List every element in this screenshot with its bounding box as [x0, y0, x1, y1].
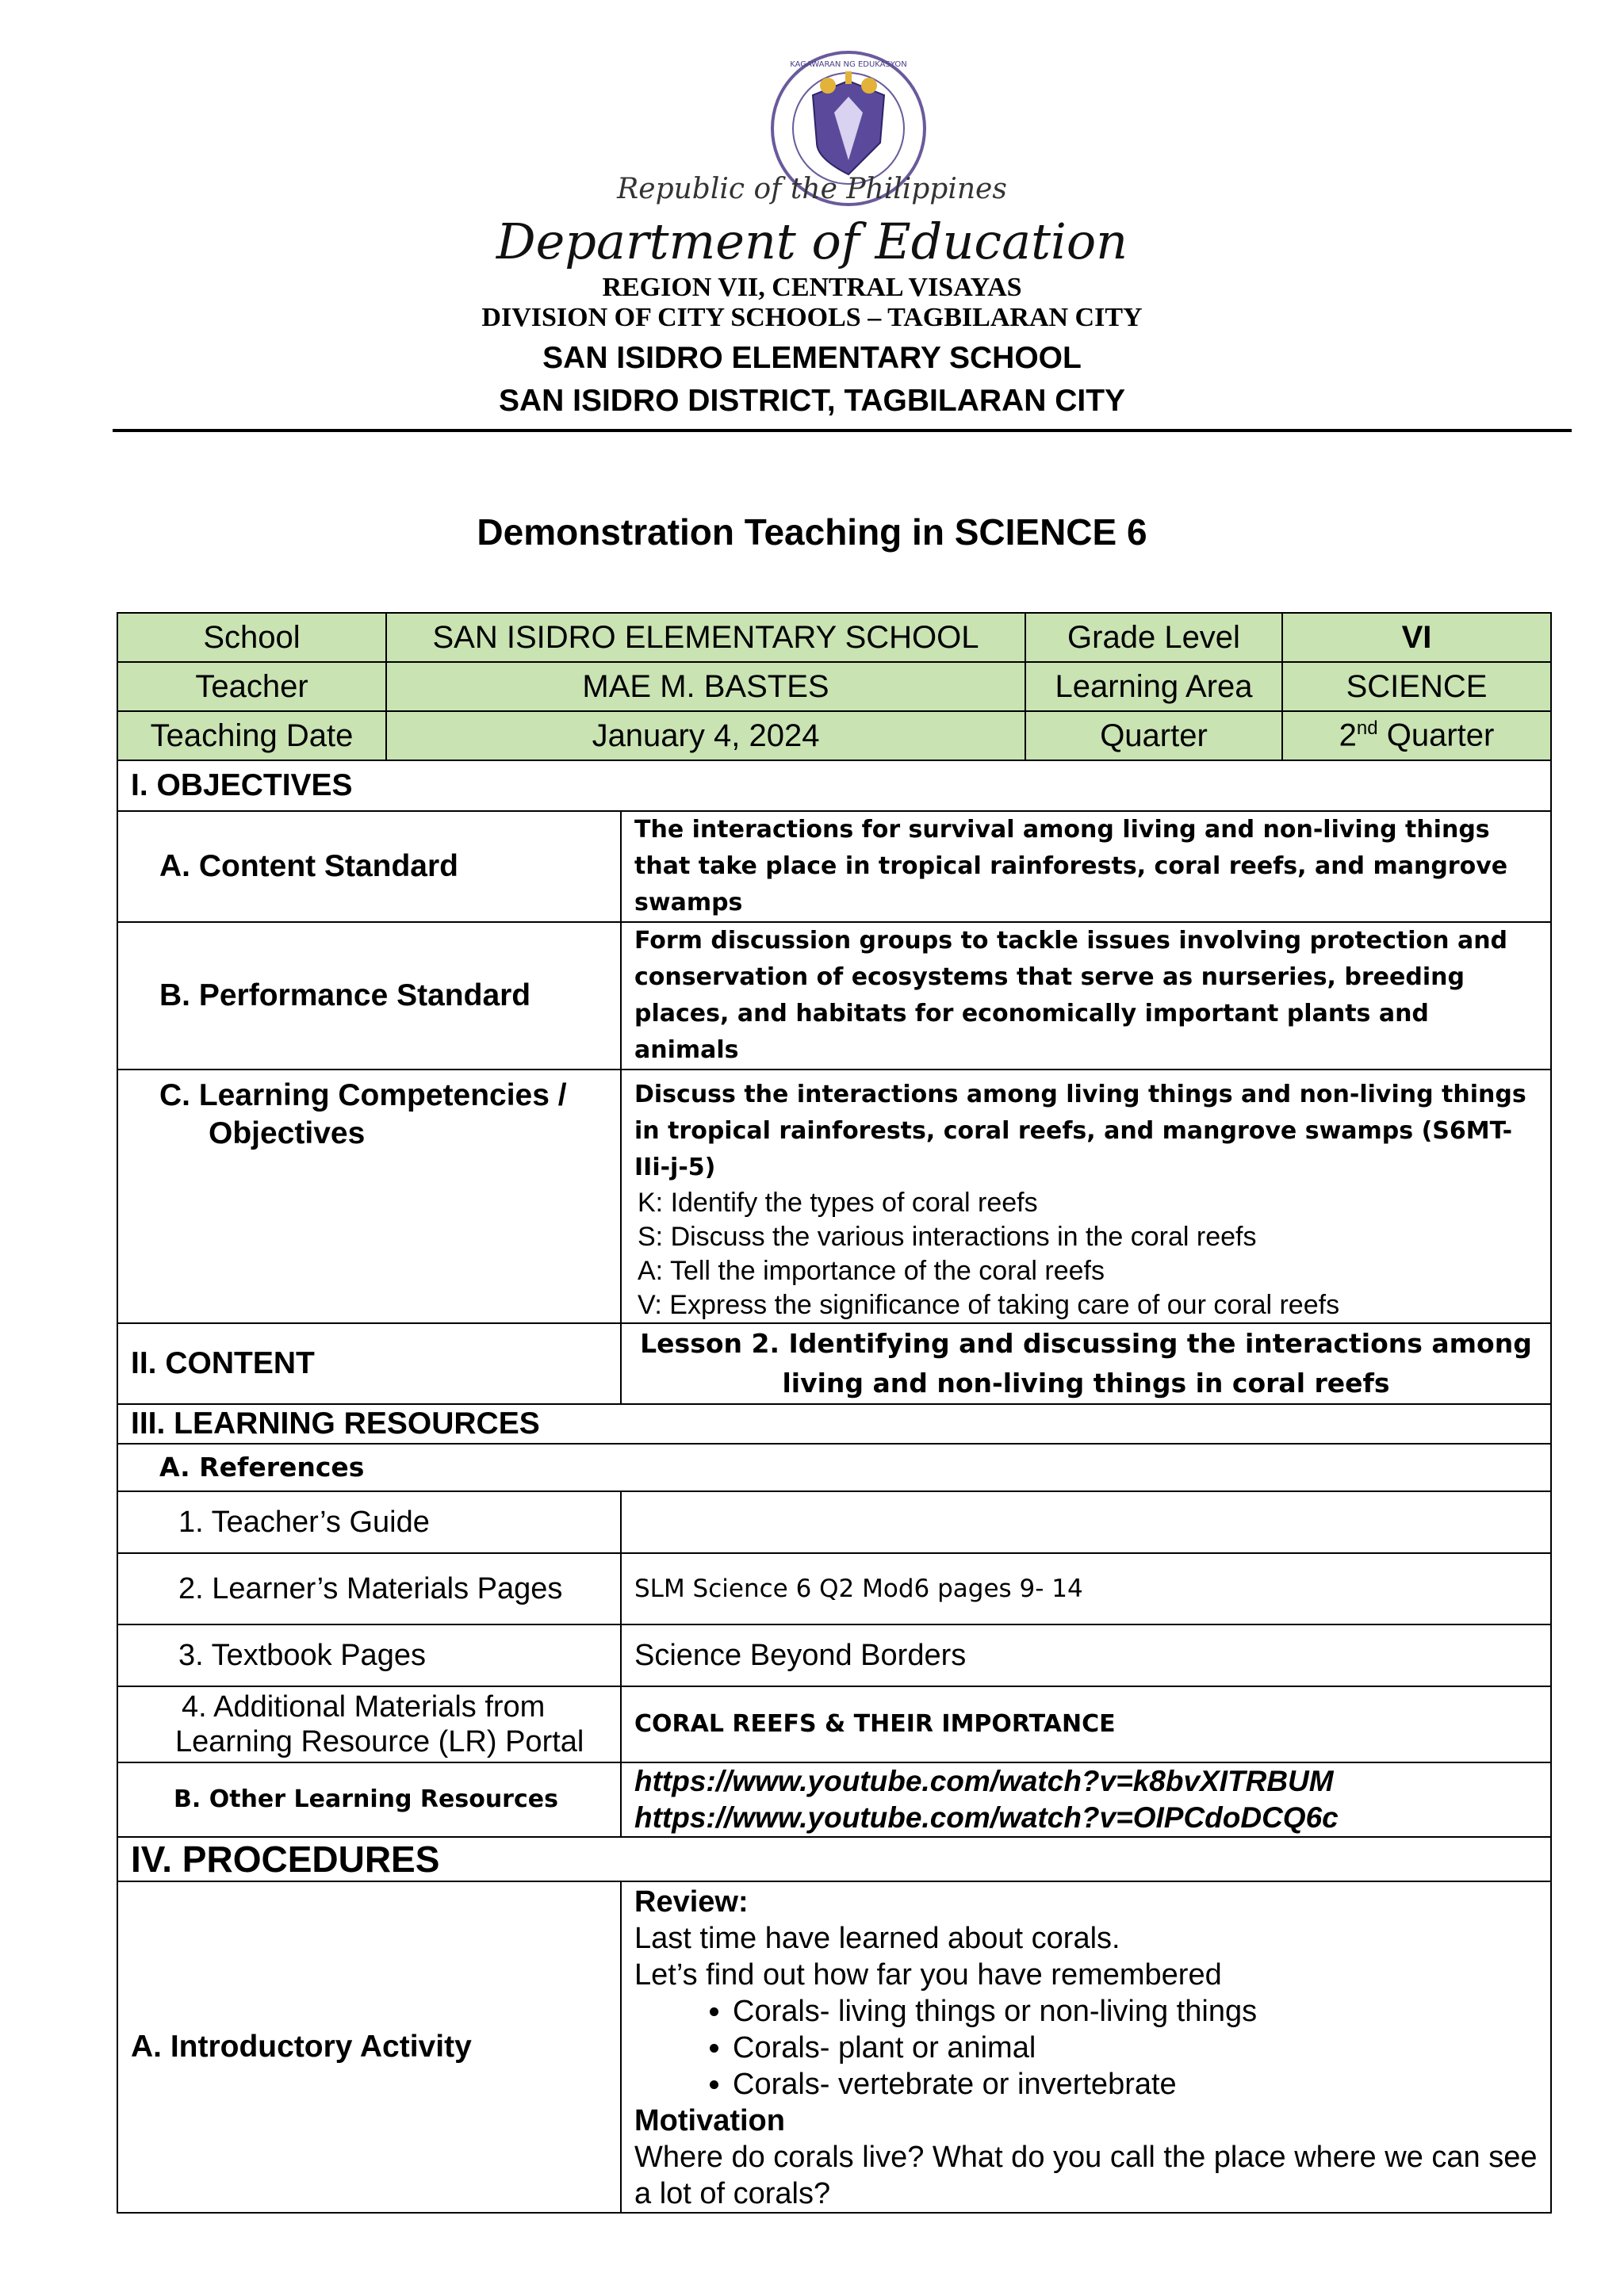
grade-level-label: Grade Level [1025, 613, 1282, 662]
content-standard-value: The interactions for survival among living and non-living things that take place in tropical rainforests, coral reefs, and mangrove swamps [621, 811, 1551, 922]
additional-materials-label [117, 1686, 621, 1762]
other-resources-label: B. Other Learning Resources [117, 1762, 621, 1837]
objective-a: A: Tell the importance of the coral reefs [638, 1256, 1105, 1286]
district-line: SAN ISIDRO DISTRICT, TAGBILARAN CITY [498, 384, 1126, 418]
division-line: DIVISION OF CITY SCHOOLS – TAGBILARAN CITY [481, 303, 1143, 332]
quarter-label: Quarter [1025, 711, 1282, 760]
content-standard-row [117, 811, 1551, 922]
objectives-heading-row [117, 760, 1551, 811]
motivation-text: Where do corals live? What do you call the place where we can see a lot of corals? [634, 2141, 1538, 2210]
competencies-value [621, 1070, 1551, 1323]
video-link-1[interactable]: https://www.youtube.com/watch?v=k8bvXITRBUM [634, 1765, 1334, 1797]
teachers-guide-value [621, 1491, 1551, 1553]
school-label: School [117, 613, 386, 662]
objectives-heading: I. OBJECTIVES [117, 760, 1551, 811]
objective-k: K: Identify the types of coral reefs [638, 1188, 1038, 1218]
quarter-number: 2 [1339, 718, 1357, 753]
performance-standard-label: B. Performance Standard [117, 922, 621, 1070]
competencies-label-line-1: C. Learning Competencies / [159, 1078, 567, 1112]
resources-heading: III. LEARNING RESOURCES [117, 1404, 1551, 1444]
school-name: SAN ISIDRO ELEMENTARY SCHOOL [542, 341, 1082, 375]
resources-heading-row [117, 1404, 1551, 1444]
seal-lettering: KAGAWARAN NG EDUKASYON [790, 60, 907, 69]
competencies-label-line-2: Objectives [209, 1116, 366, 1150]
other-resources-row [117, 1762, 1551, 1837]
additional-materials-label-line-1: 4. Additional Materials from [182, 1690, 546, 1724]
teacher-label: Teacher [117, 662, 386, 711]
info-row-teacher [117, 662, 1551, 711]
learners-materials-row [117, 1553, 1551, 1624]
teaching-date-value: January 4, 2024 [386, 711, 1025, 760]
additional-materials-row [117, 1686, 1551, 1762]
content-standard-label: A. Content Standard [117, 811, 621, 922]
objective-s: S: Discuss the various interactions in the coral reefs [638, 1222, 1257, 1252]
competencies-row [117, 1070, 1551, 1323]
teaching-date-label: Teaching Date [117, 711, 386, 760]
info-row-school [117, 613, 1551, 662]
learners-materials-value: SLM Science 6 Q2 Mod6 pages 9- 14 [621, 1553, 1551, 1624]
review-heading: Review: [634, 1885, 749, 1919]
procedures-heading: IV. PROCEDURES [117, 1837, 1551, 1881]
header-divider [113, 429, 1572, 432]
teachers-guide-row [117, 1491, 1551, 1553]
review-line-2: Let’s find out how far you have remembered [634, 1958, 1222, 1992]
additional-materials-label-line-2: Learning Resource (LR) Portal [175, 1725, 584, 1758]
quarter-suffix: nd [1356, 718, 1378, 740]
teacher-value: MAE M. BASTES [386, 662, 1025, 711]
grade-level-value: VI [1282, 613, 1551, 662]
school-value: SAN ISIDRO ELEMENTARY SCHOOL [386, 613, 1025, 662]
quarter-word: Quarter [1377, 718, 1495, 753]
content-heading: II. CONTENT [117, 1323, 621, 1404]
quarter-value [1282, 711, 1551, 760]
learners-materials-label: 2. Learner’s Materials Pages [117, 1553, 621, 1624]
lesson-plan-table [117, 612, 1552, 2214]
review-bullet: • Corals- vertebrate or invertebrate [733, 2066, 1538, 2103]
performance-standard-value: Form discussion groups to tackle issues involving protection and conservation of ecosystems that serve as nurseries, breeding places, and habitats for economically important plants and animals [621, 922, 1551, 1070]
learning-area-label: Learning Area [1025, 662, 1282, 711]
additional-materials-value: CORAL REEFS & THEIR IMPORTANCE [621, 1686, 1551, 1762]
department-name: Department of Education [496, 212, 1128, 270]
content-row [117, 1323, 1551, 1404]
learning-area-value: SCIENCE [1282, 662, 1551, 711]
document-title: Demonstration Teaching in SCIENCE 6 [477, 511, 1147, 553]
introductory-activity-label: A. Introductory Activity [117, 1881, 621, 2213]
procedures-heading-row [117, 1837, 1551, 1881]
lesson-title: Lesson 2. Identifying and discussing the interactions among living and non-living things in coral reefs [621, 1323, 1551, 1404]
review-line-1: Last time have learned about corals. [634, 1922, 1120, 1955]
teachers-guide-label: 1. Teacher’s Guide [117, 1491, 621, 1553]
motivation-heading: Motivation [634, 2104, 785, 2137]
textbook-row [117, 1624, 1551, 1686]
introductory-activity-content [621, 1881, 1551, 2213]
textbook-label: 3. Textbook Pages [117, 1624, 621, 1686]
republic-line: Republic of the Philippines [617, 173, 1007, 205]
info-row-date [117, 711, 1551, 760]
video-link-2[interactable]: https://www.youtube.com/watch?v=OIPCdoDCQ6c [634, 1801, 1339, 1834]
review-bullet: • Corals- plant or animal [733, 2030, 1538, 2066]
introductory-activity-row [117, 1881, 1551, 2213]
objective-v: V: Express the significance of taking care of our coral reefs [638, 1290, 1340, 1320]
review-bullet: • Corals- living things or non-living things [733, 1993, 1538, 2030]
references-label: A. References [117, 1444, 1551, 1491]
performance-standard-row [117, 922, 1551, 1070]
other-resources-links [621, 1762, 1551, 1837]
review-bullets [634, 1993, 1538, 2103]
references-row [117, 1444, 1551, 1491]
region-line: REGION VII, CENTRAL VISAYAS [602, 273, 1022, 302]
competencies-label [117, 1070, 621, 1323]
competency-statement: Discuss the interactions among living things and non-living things in tropical rainforests, coral reefs, and mangrove swamps (S6MT-IIi-j-5) [634, 1081, 1526, 1181]
textbook-value: Science Beyond Borders [621, 1624, 1551, 1686]
